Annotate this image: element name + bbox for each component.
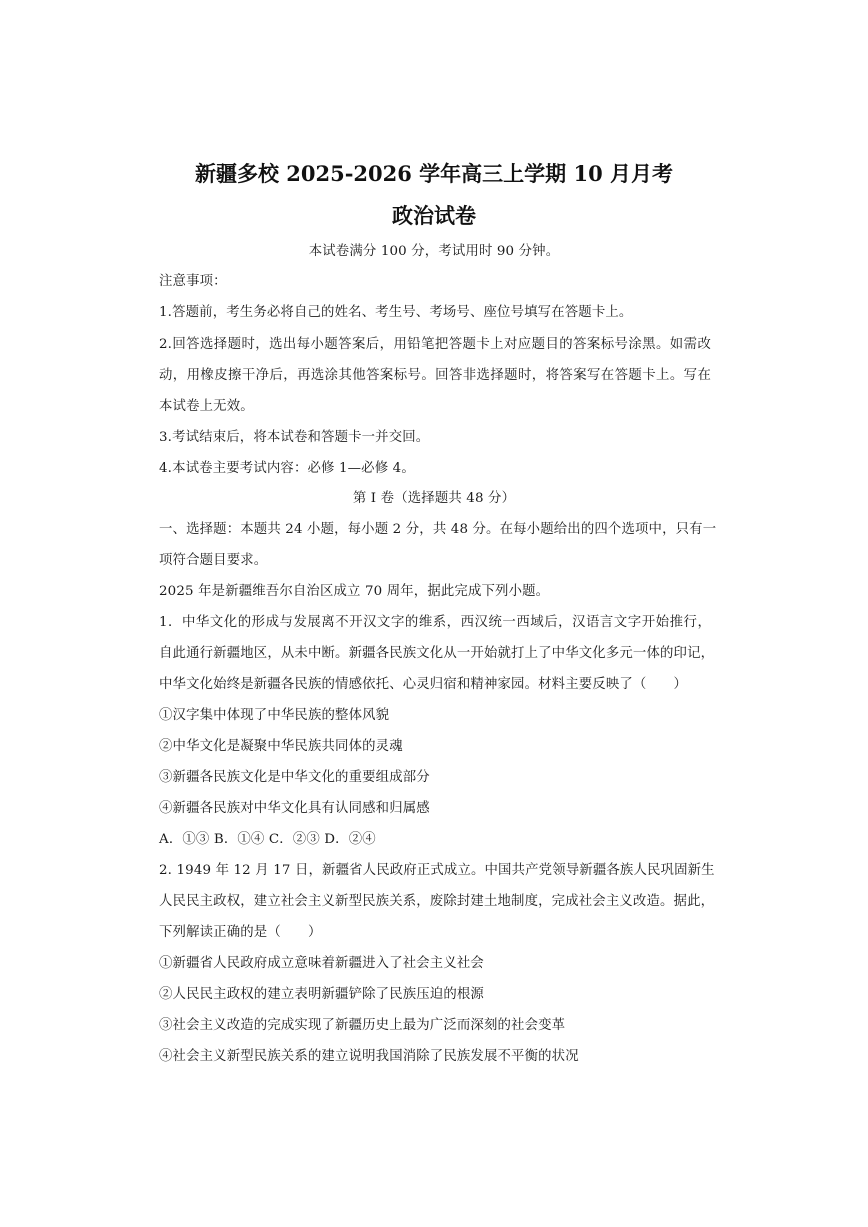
note-item-2-cont: 动，用橡皮擦干净后，再选涂其他答案标号。回答非选择题时，将答案写在答题卡上。写在 xyxy=(159,368,711,383)
question-2-option-4: ④社会主义新型民族关系的建立说明我国消除了民族发展不平衡的状况 xyxy=(159,1049,579,1064)
note-item-1: 1.答题前，考生务必将自己的姓名、考生号、考场号、座位号填写在答题卡上。 xyxy=(159,305,633,320)
question-2-option-2: ②人民民主政权的建立表明新疆铲除了民族压迫的根源 xyxy=(159,987,484,1002)
question-1-option-2: ②中华文化是凝聚中华民族共同体的灵魂 xyxy=(159,739,403,754)
exam-info: 本试卷满分 100 分，考试用时 90 分钟。 xyxy=(308,244,560,259)
question-1-stem-2: 自此通行新疆地区，从未中断。新疆各民族文化从一开始就打上了中华文化多元一体的印记， xyxy=(159,646,715,661)
question-2-stem-2: 人民民主政权，建立社会主义新型民族关系，废除封建土地制度，完成社会主义改造。据此， xyxy=(159,894,715,909)
note-item-4: 4.本试卷主要考试内容：必修 1—必修 4。 xyxy=(159,461,415,476)
question-context: 2025 年是新疆维吾尔自治区成立 70 周年，据此完成下列小题。 xyxy=(159,584,550,599)
section-instruction-cont: 项符合题目要求。 xyxy=(159,553,268,568)
question-1-option-3: ③新疆各民族文化是中华文化的重要组成部分 xyxy=(159,770,430,785)
exam-title: 新疆多校 2025-2026 学年高三上学期 10 月月考 xyxy=(194,161,674,186)
question-1-option-1: ①汉字集中体现了中华民族的整体风貌 xyxy=(159,708,390,723)
question-2-stem-1: 2. 1949 年 12 月 17 日，新疆省人民政府正式成立。中国共产党领导新疆各族人民巩固新生 xyxy=(159,863,715,878)
question-1-answers: A．①③ B．①④ C．②③ D．②④ xyxy=(159,832,376,847)
question-2-option-1: ①新疆省人民政府成立意味着新疆进入了社会主义社会 xyxy=(159,956,484,971)
question-1-stem-1: 1．中华文化的形成与发展离不开汉文字的维系，西汉统一西域后，汉语言文字开始推行， xyxy=(159,615,711,630)
note-item-3: 3.考试结束后，将本试卷和答题卡一并交回。 xyxy=(159,430,430,445)
question-2-option-3: ③社会主义改造的完成实现了新疆历史上最为广泛而深刻的社会变革 xyxy=(159,1018,566,1033)
question-1-option-4: ④新疆各民族对中华文化具有认同感和归属感 xyxy=(159,801,430,816)
exam-subtitle: 政治试卷 xyxy=(392,203,476,228)
question-1-stem-3: 中华文化始终是新疆各民族的情感依托、心灵归宿和精神家园。材料主要反映了（ ） xyxy=(159,677,688,692)
notes-heading: 注意事项： xyxy=(159,274,227,289)
note-item-2: 2.回答选择题时，选出每小题答案后，用铅笔把答题卡上对应题目的答案标号涂黑。如需改 xyxy=(159,337,711,352)
section-title: 第 I 卷（选择题共 48 分） xyxy=(352,491,516,506)
note-item-2-end: 本试卷上无效。 xyxy=(159,399,254,414)
section-instruction: 一、选择题：本题共 24 小题，每小题 2 分，共 48 分。在每小题给出的四个选项中，只有一 xyxy=(159,522,717,537)
question-2-stem-3: 下列解读正确的是（ ） xyxy=(159,925,322,940)
